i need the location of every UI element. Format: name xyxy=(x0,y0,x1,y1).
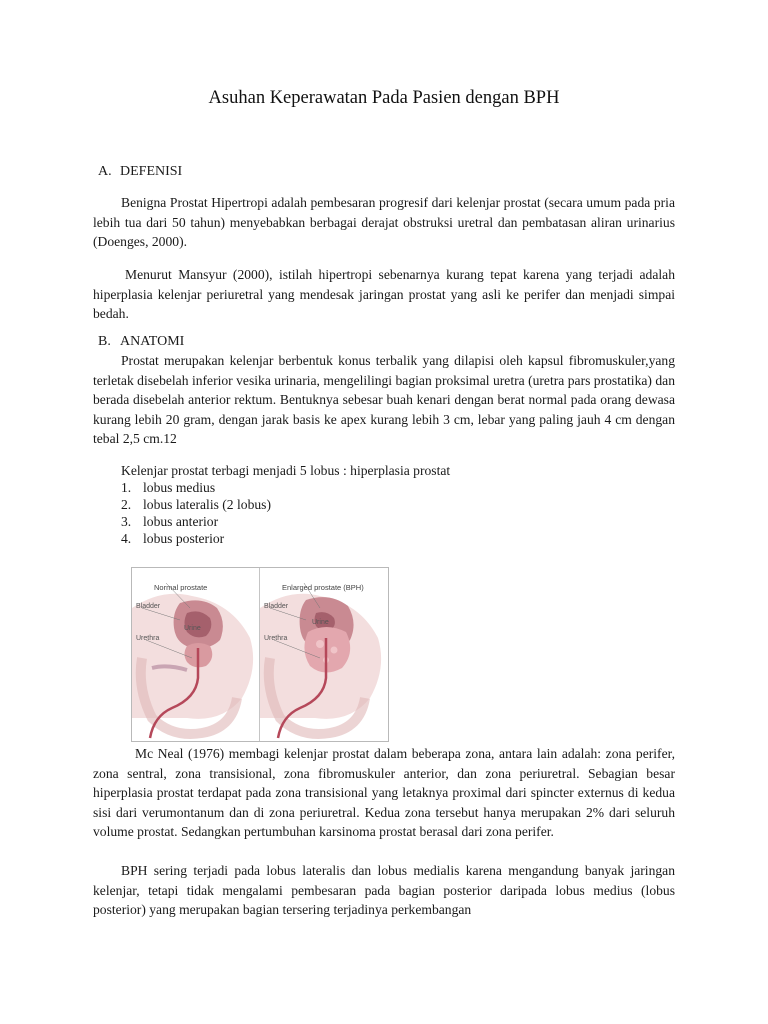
paragraph-text: Prostat merupakan kelenjar berbentuk konus terbalik yang dilapisi oleh kapsul fibromuskuler,yang terletak disebelah inferior vesika urinaria, mengelilingi bagian proksimal uretra (uretra pars prostatika) dan berada disebelah anterior rektum. Bentuknya sebesar buah kenari dengan berat normal pada orang dewasa kurang lebih 20 gram, dengan jarak basis ke apex kurang lebih 3 cm, lebar yang paling jauh 4 cm dengan tebal 2,5 cm.12 xyxy=(93,353,675,446)
section-heading-defenisi xyxy=(98,164,182,180)
label-urine: Urine xyxy=(184,625,201,632)
panel-divider xyxy=(259,568,260,741)
enlarged-prostate-panel xyxy=(260,583,381,738)
label-bladder: Bladder xyxy=(136,603,161,610)
paragraph-text: Menurut Mansyur (2000), istilah hipertropi sebenarnya kurang tepat karena yang terjadi adalah hiperplasia kelenjar periuretral yang mendesak jaringan prostat yang asli ke perifer dan menjadi simpai bedah. xyxy=(93,267,675,321)
label-normal-prostate: Normal prostate xyxy=(154,583,208,592)
label-urethra: Urethra xyxy=(264,635,288,642)
section-label: B. xyxy=(98,334,111,349)
normal-prostate-panel xyxy=(132,583,253,738)
list-item: 1. lobus medius xyxy=(121,480,216,495)
label-urethra: Urethra xyxy=(136,635,160,642)
paragraph-anatomy xyxy=(93,351,675,449)
section-heading-anatomi xyxy=(98,334,184,350)
label-urine: Urine xyxy=(312,619,329,626)
list-item: 3. lobus anterior xyxy=(121,514,219,529)
label-bladder: Bladder xyxy=(264,603,289,610)
paragraph-text: Benigna Prostat Hipertropi adalah pembesaran progresif dari kelenjar prostat (secara umum pada pria lebih tua dari 50 tahun) menyebabkan berbagai derajat obstruksi uretral dan pembatasan aliran urinarius (Doenges, 2000). xyxy=(93,195,675,249)
section-heading-text: DEFENISI xyxy=(120,164,183,179)
paragraph-mansyur xyxy=(93,265,675,324)
prostate-illustration-svg xyxy=(132,568,388,741)
paragraph-mcneal xyxy=(93,744,675,842)
section-heading-text: ANATOMI xyxy=(120,334,185,349)
prostate-illustration xyxy=(131,567,389,742)
paragraph-definition xyxy=(93,193,675,252)
label-enlarged-prostate: Enlarged prostate (BPH) xyxy=(282,583,364,592)
section-label: A. xyxy=(98,164,112,179)
list-intro: Kelenjar prostat terbagi menjadi 5 lobus : hiperplasia prostat xyxy=(121,463,451,478)
list-item: 2. lobus lateralis (2 lobus) xyxy=(121,497,271,512)
lobus-list xyxy=(121,479,271,547)
paragraph-text: BPH sering terjadi pada lobus lateralis dan lobus medialis karena mengandung banyak jaringan kelenjar, tetapi tidak mengalami pembesaran pada bagian posterior daripada lobus medius (lobus posterior) yang merupakan bagian tersering terjadinya perkembangan xyxy=(93,863,675,917)
paragraph-text: Mc Neal (1976) membagi kelenjar prostat dalam beberapa zona, antara lain adalah: zona perifer, zona sentral, zona transisional, zona fibromuskuler anterior, dan zona periuretral. Sebagian besar hiperplasia prostat terdapat pada zona transisional yang letaknya proximal dari spincter externus di kedua sisi dari verumontanum dan di zona periuretral. Kedua zona tersebut hanya merupakan 2% dari seluruh volume prostat. Sedangkan pertumbuhan karsinoma prostat berasal dari zona perifer. xyxy=(93,746,675,839)
list-item: 4. lobus posterior xyxy=(121,531,225,546)
paragraph-bph xyxy=(93,861,675,920)
page-title: Asuhan Keperawatan Pada Pasien dengan BPH xyxy=(208,88,560,108)
